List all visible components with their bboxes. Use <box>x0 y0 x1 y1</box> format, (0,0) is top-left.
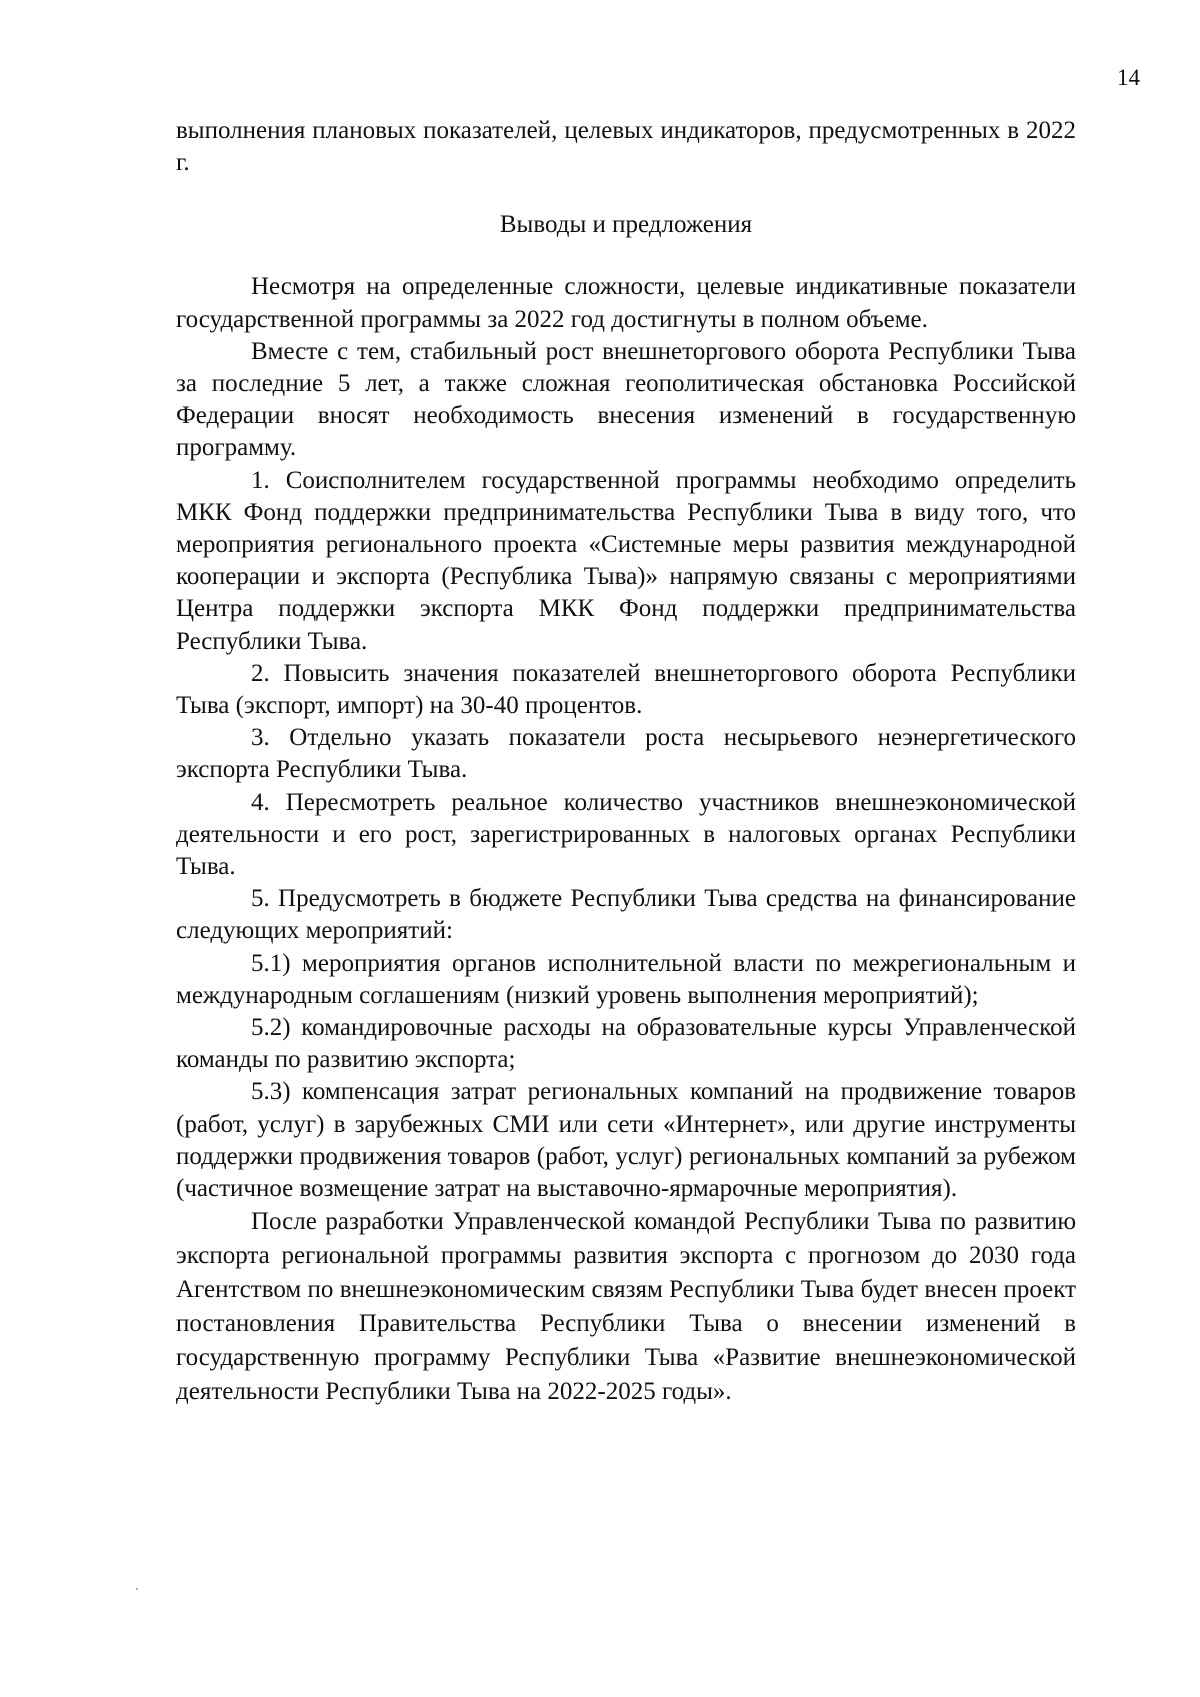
closing-paragraph: После разработки Управленческой командой Республики Тыва по развитию экспорта региональной программы развития экспорта с прогнозом до 2030 года Агентством по внешнеэкономическим связям Республики Тыва будет внесен проект постановления Правительства Республики Тыва о внесении изменений в государственную программу Республики Тыва «Развитие внешнеэкономической деятельности Республики Тыва на 2022-2025 годы». <box>176 1208 1076 1406</box>
list-item-3: 3. Отдельно указать показатели роста несырьевого неэнергетического экспорта Республики Тыва. <box>176 724 1076 784</box>
list-item-2: 2. Повысить значения показателей внешнеторгового оборота Республики Тыва (экспорт, импорт) на 30-40 процентов. <box>176 659 1076 720</box>
list-item-5-3: 5.3) компенсация затрат региональных компаний на продвижение товаров (работ, услуг) в зарубежных СМИ или сети «Интернет», или другие инструменты поддержки продвижения товаров (работ, услуг) региональных компаний за рубежом (частичное возмещение затрат на выставочно-ярмарочные мероприятия). <box>176 1078 1076 1203</box>
list-item-5-2: 5.2) командировочные расходы на образовательные курсы Управленческой команды по развитию экспорта; <box>176 1014 1076 1074</box>
list-item-5: 5. Предусмотреть в бюджете Республики Тыва средства на финансирование следующих мероприятий: <box>176 885 1076 945</box>
intro-paragraph-1: Несмотря на определенные сложности, целевые индикативные показатели государственной программы за 2022 год достигнуты в полном объеме. <box>176 273 1076 333</box>
scan-artifact-dot <box>136 1588 138 1590</box>
list-item-5-1: 5.1) мероприятия органов исполнительной власти по межрегиональным и международным соглашениям (низкий уровень выполнения мероприятий); <box>176 949 1076 1009</box>
document-body <box>176 115 1076 1409</box>
section-title: Выводы и предложения <box>499 211 753 239</box>
list-item-1: 1. Соисполнителем государственной программы необходимо определить МКК Фонд поддержки предпринимательства Республики Тыва в виду того, что мероприятия регионального проекта «Системные меры развития международной кооперации и экспорта (Республика Тыва)» напрямую связаны с мероприятиями Центра поддержки экспорта МКК Фонд поддержки предпринимательства Республики Тыва. <box>176 466 1076 655</box>
list-item-4: 4. Пересмотреть реальное количество участников внешнеэкономической деятельности и его рост, зарегистрированных в налоговых органах Республики Тыва. <box>176 788 1076 881</box>
page-number: 14 <box>1117 65 1140 90</box>
continuation-paragraph: выполнения плановых показателей, целевых индикаторов, предусмотренных в 2022 г. <box>176 117 1076 177</box>
intro-paragraph-2: Вместе с тем, стабильный рост внешнеторгового оборота Республики Тыва за последние 5 лет, а также сложная геополитическая обстановка Российской Федерации вносят необходимость внесения изменений в государственную программу. <box>176 337 1076 462</box>
